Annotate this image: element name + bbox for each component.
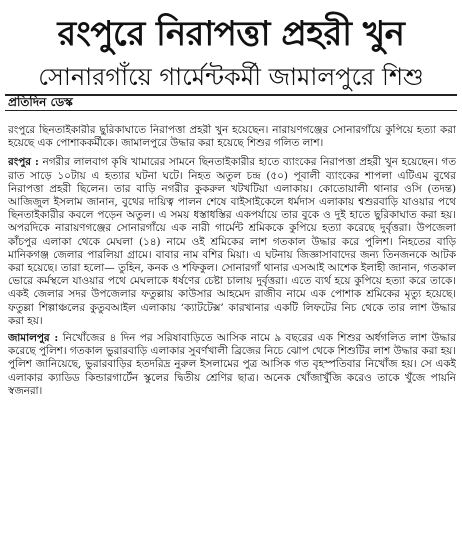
- section-text: নিখোঁজের ৪ দিন পর সরিষাবাড়িতে আসিক নামে ৯ বছরের এক শিশুর অর্ধগলিত লাশ উদ্ধার করেছে পুলিশ। গতকাল ভুরারবাড়ি এলাকার সুবর্ণখালী ব্রিজের নিচে ঝোপ থেকে শিশুটির লাশ উদ্ধার করা হয়। পুলিশ জানিয়েছে, ভুরারবাড়ির হতদরিদ্র নুরুল ইসলামের পুত্র আসিক গত বৃহস্পতিবার নিখোঁজ হয়। সে একই এলাকার ক্যাডিড কিন্ডারগার্টেন স্কুলের দ্বিতীয় শ্রেণির ছাত্র। অনেক খোঁজাখুঁজি করেও তাকে খুঁজে পায়নি স্বজনরা।: [8, 332, 456, 397]
- headline: রংপুরে নিরাপত্তা প্রহরী খুন: [57, 14, 405, 54]
- byline-rule: [5, 110, 457, 111]
- subheadline: সোনারগাঁয়ে গার্মেন্টকর্মী জামালপুরে শিশু: [38, 63, 424, 91]
- section-rangpur: [8, 156, 456, 328]
- byline: প্রতিদিন ডেস্ক: [8, 95, 73, 109]
- section-text: নগরীর লালবাগ কৃষি খামারের সামনে ছিনতাইকারীর হাতে ব্যাংকের নিরাপত্তা প্রহরী খুন হয়েছেন। গত রাত সাড়ে ১০টায় এ হত্যার ঘটনা ঘটে। নিহত অতুল চন্দ্র (৫০) পূবালী ব্যাংকের শাপলা এটিএম বুথের নিরাপত্তা প্রহরী ছিলেন। তার বাড়ি নগরীর কুকরুল খটখটিয়া এলাকায়। কোতোয়ালী থানার ওসি (তদন্ত) আজিজুল ইসলাম জানান, বুথের দায়িত্ব পালন শেষে বাইসাইকেলে ধর্মদাস এলাকায় শ্বশুরবাড়ি যাওয়ার পথে ছিনতাইকারীর কবলে পড়েন অতুল। এ সময় ধস্তাধস্তির একপর্যায়ে তার বুকে ও দুই হাতে ছুরিকাঘাত করা হয়। অপরদিকে নারায়ণগঞ্জের সোনারগাঁয়ে এক নারী গার্মেন্ট শ্রমিককে কুপিয়ে হত্যা করেছে দুর্বৃত্তরা। উপজেলা কাঁচপুর এলাকা থেকে মেঘলা (১৪) নামে ওই শ্রমিকের লাশ গতকাল উদ্ধার করে পুলিশ। নিহতের বাড়ি মানিকগঞ্জ জেলার পারলিয়া গ্রামে। বাবার নাম বশির মিয়া। এ ঘটনায় জিজ্ঞাসাবাদের জন্য তিনজনকে আটক করা হয়েছে। তারা হলো— তুহিন, কনক ও শফিকুল। সোনারগাঁ থানার এসআই আশেক ইলাহী জানান, গতকাল ভোরে কর্মস্থলে যাওয়ার পথে মেঘলাকে ধর্ষণের চেষ্টা চালায় দুর্বৃত্তরা। এতে ব্যর্থ হয়ে কুপিয়ে হত্যা করে তাকে। একই জেলার সদর উপজেলার ফতুল্লায় কাউসার আহমেদ রাজীব নামে এক পোশাক শ্রমিকের মৃত্যু হয়েছে। ফতুল্লা শিল্পাঞ্চলের কুতুবআইল এলাকায় ‘ক্যাটটেক্স’ কারখানার একটি লিফটের নিচ থেকে তার লাশ উদ্ধার করা হয়।: [8, 156, 456, 327]
- article-body: [8, 124, 456, 536]
- dateline: জামালপুর :: [8, 332, 59, 345]
- lead-paragraph: রংপুরে ছিনতাইকারীর ছুরিকাঘাতে নিরাপত্তা প্রহরী খুন হয়েছেন। নারায়ণগঞ্জের সোনারগাঁয়ে কুপিয়ে হত্যা করা হয়েছে এক পোশাককর্মীকে। জামালপুরে উদ্ধার করা হয়েছে শিশুর গলিত লাশ।: [8, 124, 456, 150]
- dateline: রংপুর :: [8, 156, 39, 169]
- section-jamalpur: [8, 332, 456, 398]
